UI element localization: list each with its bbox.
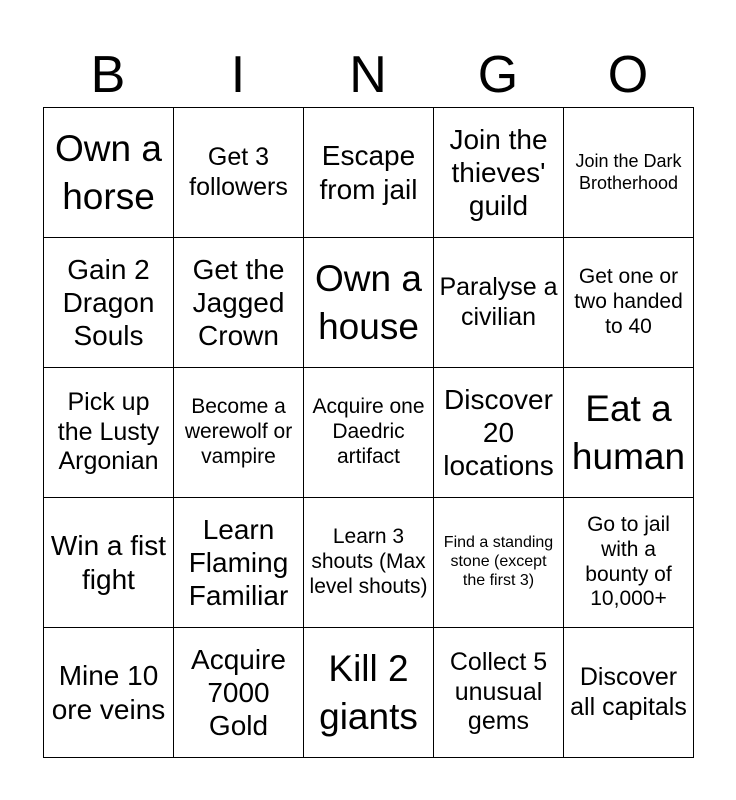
bingo-cell[interactable]: Paralyse a civilian — [434, 238, 564, 368]
board-row — [44, 628, 694, 758]
bingo-cell[interactable]: Discover 20 locations — [434, 368, 564, 498]
header-letter-g: G — [477, 46, 519, 104]
bingo-cell[interactable]: Pick up the Lusty Argonian — [44, 368, 174, 498]
bingo-cell[interactable]: Discover all capitals — [564, 628, 694, 758]
bingo-cell[interactable]: Become a werewolf or vampire — [174, 368, 304, 498]
bingo-board — [43, 107, 694, 758]
bingo-cell[interactable]: Join the thieves' guild — [434, 108, 564, 238]
board-row — [44, 238, 694, 368]
bingo-cell[interactable]: Gain 2 Dragon Souls — [44, 238, 174, 368]
bingo-cell[interactable]: Win a fist fight — [44, 498, 174, 628]
bingo-cell[interactable]: Get 3 followers — [174, 108, 304, 238]
bingo-cell[interactable]: Own a horse — [44, 108, 174, 238]
header-letter-n: N — [349, 46, 387, 104]
bingo-cell[interactable]: Join the Dark Brotherhood — [564, 108, 694, 238]
bingo-cell[interactable]: Mine 10 ore veins — [44, 628, 174, 758]
header-letter-b: B — [90, 46, 126, 104]
bingo-header — [43, 44, 693, 106]
bingo-cell[interactable]: Get one or two handed to 40 — [564, 238, 694, 368]
bingo-cell[interactable]: Acquire one Daedric artifact — [304, 368, 434, 498]
bingo-cell[interactable]: Learn Flaming Familiar — [174, 498, 304, 628]
bingo-cell[interactable]: Learn 3 shouts (Max level shouts) — [304, 498, 434, 628]
header-letter-i: I — [230, 46, 246, 104]
bingo-cell[interactable]: Escape from jail — [304, 108, 434, 238]
board-row — [44, 368, 694, 498]
bingo-cell[interactable]: Eat a human — [564, 368, 694, 498]
bingo-cell[interactable]: Acquire 7000 Gold — [174, 628, 304, 758]
bingo-cell[interactable]: Kill 2 giants — [304, 628, 434, 758]
board-row — [44, 108, 694, 238]
bingo-cell[interactable]: Go to jail with a bounty of 10,000+ — [564, 498, 694, 628]
bingo-cell[interactable]: Collect 5 unusual gems — [434, 628, 564, 758]
header-letter-o: O — [607, 46, 649, 104]
bingo-cell[interactable]: Find a standing stone (except the first 3) — [434, 498, 564, 628]
board-row — [44, 498, 694, 628]
bingo-cell[interactable]: Own a house — [304, 238, 434, 368]
bingo-cell[interactable]: Get the Jagged Crown — [174, 238, 304, 368]
